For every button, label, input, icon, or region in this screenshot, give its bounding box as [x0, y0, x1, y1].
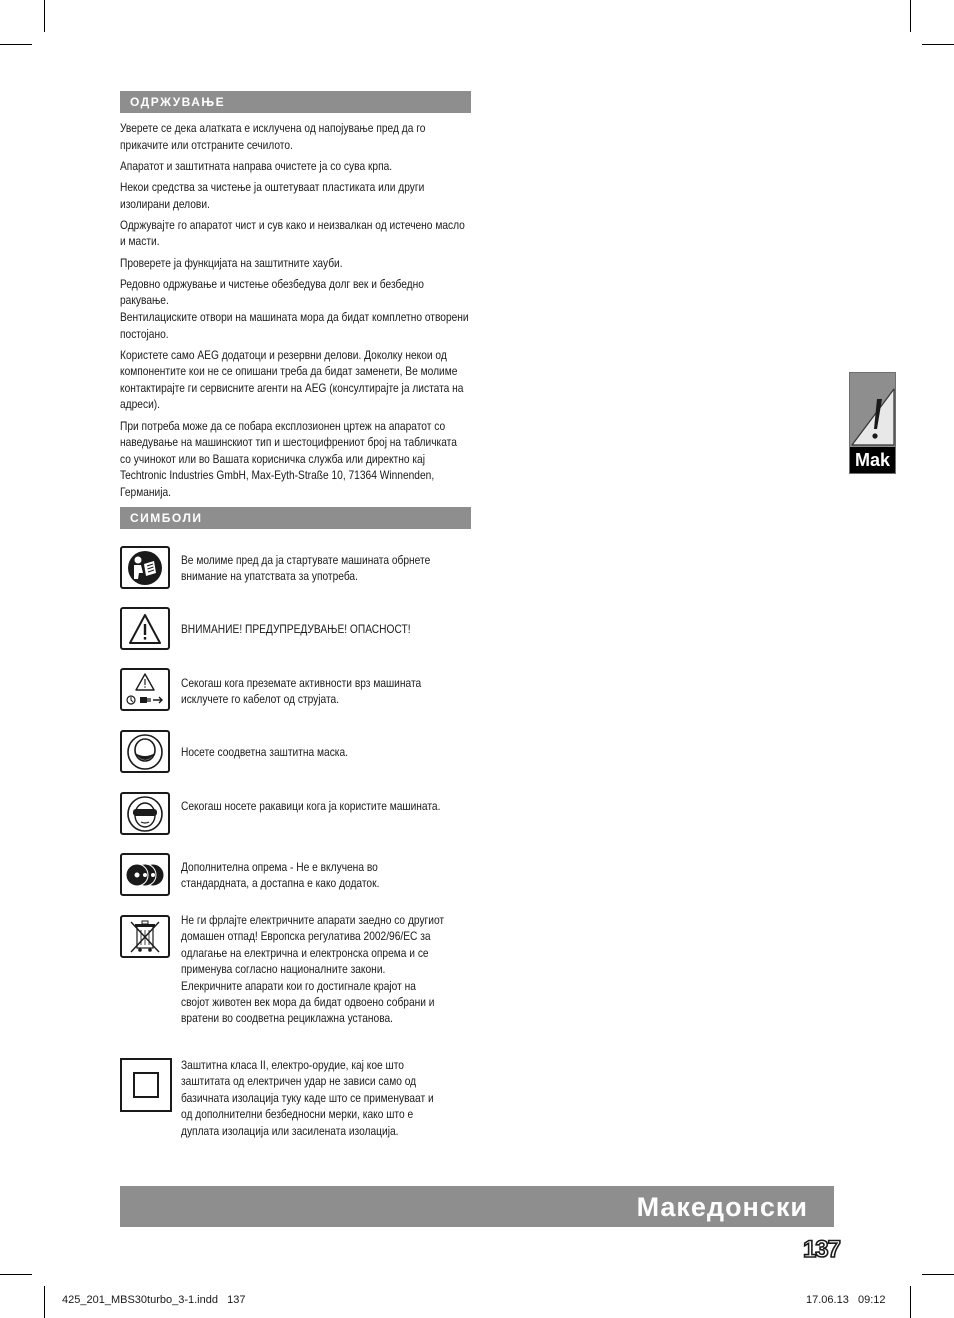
- symbol-description: Ве молиме пред да ја стартувате машината обрнете внимание на упатствата за употреба.: [181, 554, 431, 584]
- symbol-description: Секогаш кога преземате активности врз машината исклучете го кабелот од струјата.: [181, 677, 422, 707]
- crop-mark: [910, 0, 911, 32]
- side-tab-label: Mak: [850, 447, 895, 473]
- page-number: 137: [802, 1236, 840, 1263]
- crop-mark: [910, 1286, 911, 1318]
- crop-mark: [922, 1274, 954, 1275]
- language-side-tab: [849, 372, 896, 474]
- maintenance-paragraph: Некои средства за чистење ја оштетуваат пластиката или други изолирани делови.: [120, 180, 425, 211]
- dust-mask-icon: [120, 730, 170, 773]
- maintenance-paragraph: Уверете се дека алатката е исклучена од напојување пред да го прикачите или отстраните сечилото.: [120, 122, 426, 152]
- maintenance-heading: ОДРЖУВАЊЕ: [120, 91, 471, 113]
- crop-mark: [0, 44, 32, 45]
- maintenance-paragraph: Редовно одржување и чистење обезбедува долг век и безбедно ракување.: [120, 277, 424, 308]
- unplug-warning-icon: [120, 668, 170, 711]
- maintenance-paragraph: Апаратот и заштитната направа очистете ја со сува крпа.: [120, 159, 393, 173]
- symbol-description: Секогаш носете ракавици кога ја користите машината.: [181, 800, 441, 813]
- exclamation-icon: [850, 373, 895, 449]
- symbol-description: Заштитна класа II, електро-орудие, кај кое што заштитата од електричен удар не зависи само од базичната изолација туку каде што се применуваат и од дополнителни безбедносни мерки, како што е дуплата изолација или засилената изолација.: [181, 1059, 434, 1138]
- maintenance-paragraph: Користете само AEG додатоци и резервни делови. Доколку некои од компонентите кои не се опишани треба да бидат заменети, Ве молиме контактирајте ги сервисните агенти на AEG (консултирајте ја листата на адреси).: [120, 348, 464, 412]
- language-title-bar: Македонски: [120, 1186, 834, 1227]
- symbol-description: ВНИМАНИЕ! ПРЕДУПРЕДУВАЊЕ! ОПАСНОСТ!: [181, 623, 411, 636]
- maintenance-paragraph: При потреба може да се побара експлозионен цртеж на апаратот со наведување на машинскиот тип и шестоцифрениот број на табличката со учинокот или во Вашата корисничка служба или директно кај Techtronic Industries GmbH, Max-Eyth-Straße 10, 71364 Winnenden, Германија.: [120, 419, 457, 500]
- maintenance-paragraph: Вентилациските отвори на машината мора да бидат комплетно отворени постојано.: [120, 310, 469, 341]
- saw-blades-icon: [120, 853, 170, 896]
- weee-bin-icon: [120, 915, 170, 958]
- crop-mark: [0, 1274, 32, 1275]
- maintenance-paragraph: Одржувајте го апаратот чист и сув како и неизвалкан од истечено масло и масти.: [120, 218, 465, 249]
- footer-file-info: 425_201_MBS30turbo_3-1.indd 137: [62, 1294, 246, 1306]
- symbol-description: Носете соодветна заштитна маска.: [181, 746, 349, 759]
- crop-mark: [44, 1286, 45, 1318]
- symbol-description: Дополнителна опрема - Не е вклучена во стандардната, а достапна е како додаток.: [181, 861, 380, 891]
- class-ii-icon: [120, 1058, 172, 1112]
- footer-date: 17.06.13 09:12: [806, 1294, 886, 1306]
- symbols-heading: СИМБОЛИ: [120, 507, 471, 529]
- symbol-description: Не ги фрлајте електричните апарати заедно со другиот домашен отпад! Европска регулатива 2002/96/EC за одлагање на електрична и електронска опрема и се применува согласно националните закони. Елекричните апарати кои го достигнале крајот на својот животен век мора да бидат одвоено собрани и вратени во соодветна рециклажна установа.: [181, 914, 445, 1026]
- crop-mark: [922, 44, 954, 45]
- maintenance-body: [120, 121, 472, 506]
- warning-triangle-icon: [120, 607, 170, 650]
- maintenance-paragraph: Проверете ја функцијата на заштитните хауби.: [120, 256, 343, 270]
- crop-mark: [44, 0, 45, 32]
- read-manual-icon: [120, 546, 170, 589]
- safety-goggles-icon: [120, 792, 170, 835]
